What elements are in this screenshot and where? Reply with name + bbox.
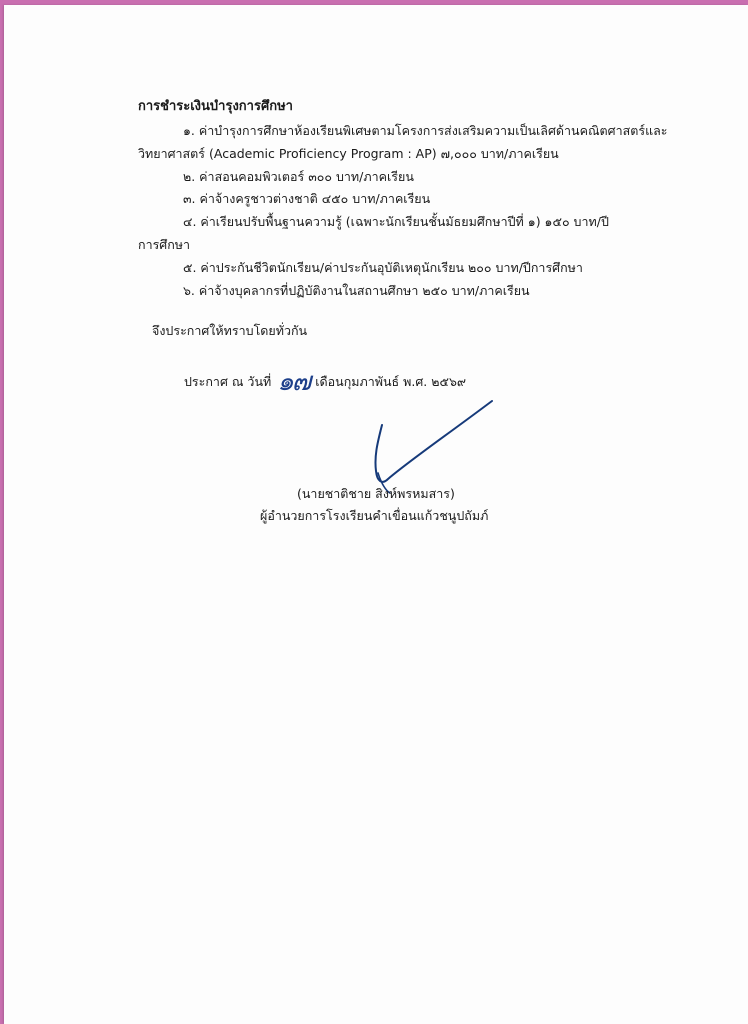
list-item-4-line-1: ๔. ค่าเรียนปรับพื้นฐานความรู้ (เฉพาะนักเรียนชั้นมัธยมศึกษาปีที่ ๑) ๑๕๐ บาท/ปี — [183, 214, 609, 229]
list-item-1-line-1: ๑. ค่าบำรุงการศึกษาห้องเรียนพิเศษตามโครงการส่งเสริมความเป็นเลิศด้านคณิตศาสตร์และ — [183, 123, 668, 138]
section-heading: การชำระเงินบำรุงการศึกษา — [138, 99, 293, 114]
list-item-4-line-2: การศึกษา — [138, 237, 191, 252]
list-item-3: ๓. ค่าจ้างครูชาวต่างชาติ ๔๕๐ บาท/ภาคเรียน — [183, 191, 431, 206]
announcement-date — [184, 367, 467, 397]
list-item-6: ๖. ค่าจ้างบุคลากรที่ปฏิบัติงานในสถานศึกษา ๒๕๐ บาท/ภาคเรียน — [183, 283, 530, 298]
list-item-2: ๒. ค่าสอนคอมพิวเตอร์ ๓๐๐ บาท/ภาคเรียน — [183, 169, 414, 184]
list-item-5: ๕. ค่าประกันชีวิตนักเรียน/ค่าประกันอุบัติเหตุนักเรียน ๒๐๐ บาท/ปีการศึกษา — [183, 260, 583, 275]
signatory-position: ผู้อำนวยการโรงเรียนคำเขื่อนแก้วชนูปถัมภ์ — [260, 508, 489, 523]
date-prefix: ประกาศ ณ วันที่ — [184, 374, 272, 389]
announcement-text: จึงประกาศให้ทราบโดยทั่วกัน — [152, 323, 308, 338]
list-item-1-line-2: วิทยาศาสตร์ (Academic Proficiency Program : AP) ๗,๐๐๐ บาท/ภาคเรียน — [138, 146, 559, 161]
date-suffix: เดือนกุมภาพันธ์ พ.ศ. ๒๕๖๙ — [315, 374, 467, 389]
document-page — [4, 5, 748, 1024]
signatory-name: (นายชาติชาย สิงห์พรหมสาร) — [297, 486, 455, 501]
document-body — [4, 5, 748, 1024]
handwritten-day: ๑๗ — [277, 367, 310, 397]
signature-scribble — [364, 393, 499, 498]
